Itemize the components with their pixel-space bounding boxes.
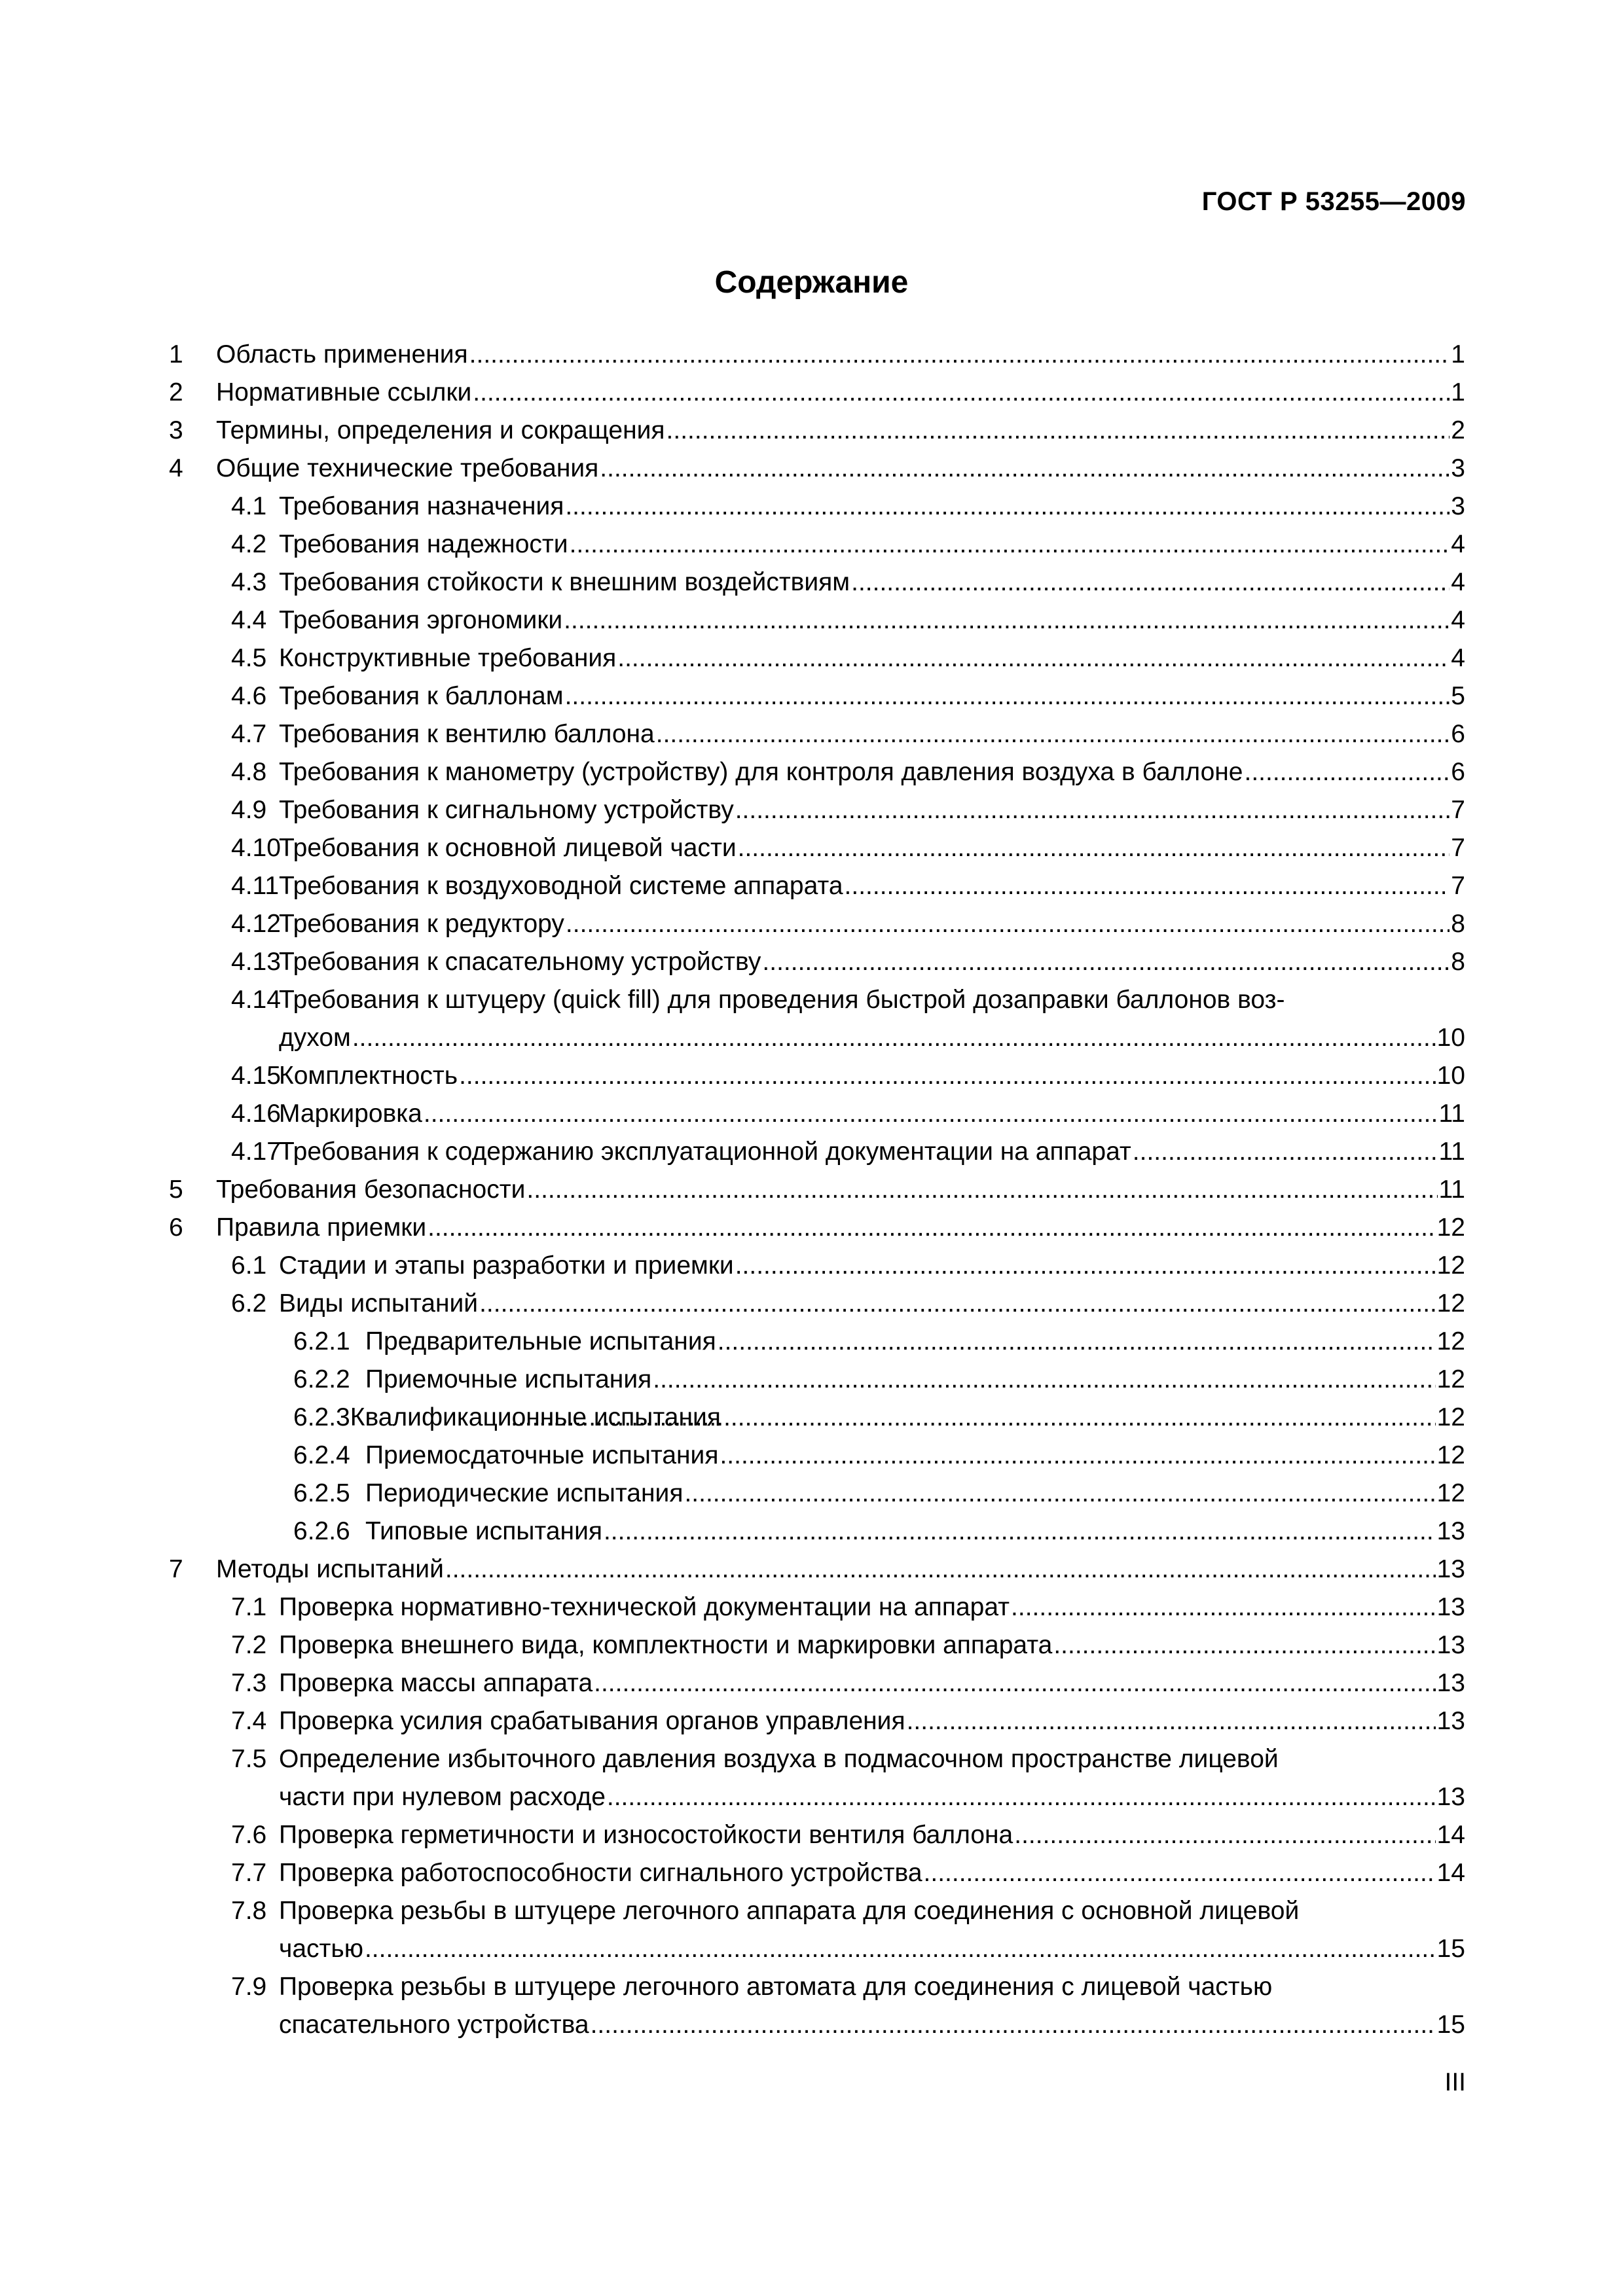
toc-entry-title: Приемочные испытания	[365, 1365, 652, 1393]
toc-entry-page: 7	[1451, 872, 1465, 900]
dot-leader	[565, 488, 1450, 526]
toc-entry-page: 13	[1436, 1555, 1465, 1583]
toc-entry-number: 4.5	[231, 644, 267, 672]
toc-entry-page: 6	[1451, 758, 1465, 786]
dot-leader	[424, 1095, 1438, 1133]
toc-entry-page: 7	[1451, 834, 1465, 862]
toc-entry-page: 13	[1436, 1707, 1465, 1735]
toc-entry	[169, 677, 1465, 715]
toc-entry-title: Требования к баллонам	[279, 682, 564, 710]
toc-entry-number: 7	[169, 1555, 183, 1583]
toc-entry-page: 7	[1451, 796, 1465, 824]
toc-entry-number: 4.15	[231, 1062, 281, 1090]
toc-entry-title: Требования к редуктору	[279, 910, 564, 938]
toc-entry	[169, 829, 1465, 867]
toc-entry	[169, 1513, 1465, 1551]
toc-entry	[169, 1285, 1465, 1323]
toc-entry	[169, 1475, 1465, 1513]
toc-entry	[169, 1171, 1465, 1209]
dot-leader	[851, 564, 1450, 601]
toc-entry	[169, 791, 1465, 829]
dot-leader	[604, 1513, 1436, 1551]
dot-leader	[564, 601, 1450, 639]
dot-leader	[565, 677, 1450, 715]
toc-entry-number: 4.12	[231, 910, 281, 938]
toc-entry	[169, 1588, 1465, 1626]
toc-entry-title: Требования к манометру (устройству) для контроля давления воздуха в баллоне	[279, 758, 1243, 786]
toc-entry	[169, 412, 1465, 450]
toc-entry-page: 4	[1451, 644, 1465, 672]
toc-entry-number: 5	[169, 1175, 183, 1204]
toc-entry	[169, 1892, 1465, 1968]
toc-entry-title: частью	[279, 1935, 363, 1963]
dot-leader	[459, 1057, 1436, 1095]
toc-entry-number: 7.1	[231, 1593, 267, 1621]
toc-entry-title: Методы испытаний	[216, 1555, 444, 1583]
toc-entry-title-line: Требования к штуцеру (quick fill) для проведения быстрой дозаправки баллонов воз-	[279, 986, 1285, 1014]
toc-entry	[169, 1740, 1465, 1816]
toc-entry-number: 6.2.6	[293, 1517, 350, 1545]
toc-entry-number: 6.2	[231, 1289, 267, 1318]
dot-leader	[511, 1399, 1436, 1437]
toc-entry-title-line: Определение избыточного давления воздуха в подмасочном пространстве лицевой	[279, 1745, 1279, 1773]
dot-leader	[1053, 1626, 1435, 1664]
toc-entry-page: 14	[1436, 1821, 1465, 1849]
toc-entry-title: Проверка нормативно-технической документации на аппарат	[279, 1593, 1010, 1621]
dot-leader	[1245, 753, 1450, 791]
toc-entry-title: Требования к содержанию эксплуатационной документации на аппарат	[279, 1138, 1131, 1166]
toc-entry	[169, 336, 1465, 374]
toc-entry	[169, 1133, 1465, 1171]
toc-entry-title: спасательного устройства	[279, 2011, 589, 2039]
toc-entry	[169, 1095, 1465, 1133]
toc-entry-number: 4	[169, 454, 183, 482]
toc-entry	[169, 753, 1465, 791]
toc-entry-page: 10	[1436, 1024, 1465, 1052]
toc-entry-title: Требования назначения	[279, 492, 564, 520]
dot-leader	[600, 450, 1450, 488]
toc-entry-title: Требования к сигнальному устройству	[279, 796, 734, 824]
toc-entry	[169, 943, 1465, 981]
toc-entry-page: 13	[1436, 1669, 1465, 1697]
dot-leader	[735, 791, 1450, 829]
toc-entry-number: 4.8	[231, 758, 267, 786]
dot-leader	[656, 715, 1450, 753]
toc-entry	[169, 1437, 1465, 1475]
toc-entry-number: 4.4	[231, 606, 267, 634]
toc-entry	[169, 564, 1465, 601]
toc-entry-page: 14	[1436, 1859, 1465, 1887]
toc-entry-title: Проверка массы аппарата	[279, 1669, 593, 1697]
dot-leader	[1011, 1588, 1436, 1626]
toc-entry-number: 4.3	[231, 568, 267, 596]
toc-entry-title: Нормативные ссылки	[216, 378, 472, 406]
toc-entry	[169, 1551, 1465, 1588]
toc-entry-page: 12	[1436, 1365, 1465, 1393]
toc-entry-page: 4	[1451, 530, 1465, 558]
dot-leader	[684, 1475, 1435, 1513]
toc-entry-title: Правила приемки	[216, 1213, 427, 1242]
toc-entry-number: 7.4	[231, 1707, 267, 1735]
dot-leader	[738, 829, 1450, 867]
dot-leader	[735, 1247, 1436, 1285]
toc-entry-title: Область применения	[216, 340, 468, 368]
dot-leader	[720, 1437, 1435, 1475]
toc-entry-page: 12	[1436, 1403, 1465, 1431]
toc-entry-title: Требования к спасательному устройству	[279, 948, 761, 976]
toc-entry-page: 12	[1436, 1289, 1465, 1318]
toc-entry-number: 2	[169, 378, 183, 406]
toc-entry-number: 6	[169, 1213, 183, 1242]
toc-entry-number: 4.16	[231, 1100, 281, 1128]
dot-leader	[607, 1778, 1436, 1816]
toc-entry-title: Проверка усилия срабатывания органов управления	[279, 1707, 905, 1735]
toc-entry	[169, 374, 1465, 412]
dot-leader	[526, 1171, 1437, 1209]
toc-entry-number: 6.2.3Квалификационные испытания	[293, 1403, 721, 1431]
toc-entry-page: 11	[1438, 1100, 1465, 1128]
toc-entry-title: Общие технические требования	[216, 454, 599, 482]
toc-entry-page: 13	[1436, 1631, 1465, 1659]
toc-entry-title: Стадии и этапы разработки и приемки	[279, 1251, 734, 1280]
toc-entry-title: Типовые испытания	[365, 1517, 602, 1545]
dot-leader	[666, 412, 1450, 450]
toc-entry	[169, 1247, 1465, 1285]
toc-entry-page: 1	[1451, 340, 1465, 368]
toc-entry-number: 7.7	[231, 1859, 267, 1887]
toc-entry-number: 7.8	[231, 1897, 267, 1925]
dot-leader	[445, 1551, 1436, 1588]
dot-leader	[352, 1019, 1436, 1057]
toc-entry-page: 2	[1451, 416, 1465, 444]
dot-leader	[718, 1323, 1436, 1361]
toc-entry-title: Требования к вентилю баллона	[279, 720, 655, 748]
toc-entry-page: 13	[1436, 1593, 1465, 1621]
toc-entry-title: Комплектность	[279, 1062, 458, 1090]
toc-entry-title: Требования эргономики	[279, 606, 563, 634]
toc-entry-page: 15	[1436, 1935, 1465, 1963]
toc-entry-page: 1	[1451, 378, 1465, 406]
toc-entry	[169, 1816, 1465, 1854]
toc-entry-page: 5	[1451, 682, 1465, 710]
toc-entry	[169, 867, 1465, 905]
toc-entry-title: Периодические испытания	[365, 1479, 684, 1507]
toc-entry-title: Проверка внешнего вида, комплектности и маркировки аппарата	[279, 1631, 1053, 1659]
toc-entry	[169, 1702, 1465, 1740]
dot-leader	[428, 1209, 1435, 1247]
toc-entry-page: 6	[1451, 720, 1465, 748]
toc-entry-number: 6.2.5	[293, 1479, 350, 1507]
toc-entry-page: 8	[1451, 948, 1465, 976]
toc-entry-title: Требования к основной лицевой части	[279, 834, 737, 862]
toc-entry-number: 1	[169, 340, 183, 368]
toc-entry	[169, 1399, 1465, 1437]
toc-entry-title: части при нулевом расходе	[279, 1783, 606, 1811]
toc-entry-number: 3	[169, 416, 183, 444]
toc-entry-title: Конструктивные требования	[279, 644, 617, 672]
toc-entry-page: 13	[1436, 1783, 1465, 1811]
document-id: ГОСТ Р 53255—2009	[1201, 187, 1466, 216]
dot-leader	[570, 526, 1450, 564]
toc-entry	[169, 1209, 1465, 1247]
toc-entry-page: 12	[1436, 1251, 1465, 1280]
dot-leader	[479, 1285, 1436, 1323]
toc-entry-number: 4.9	[231, 796, 267, 824]
toc-entry-number: 7.6	[231, 1821, 267, 1849]
toc-entry-number: 6.2.4	[293, 1441, 350, 1469]
toc-entry	[169, 488, 1465, 526]
toc-entry-title: Требования безопасности	[216, 1175, 526, 1204]
toc-entry	[169, 1626, 1465, 1664]
page-title: Содержание	[714, 265, 909, 300]
toc-entry-page: 12	[1436, 1441, 1465, 1469]
toc-entry	[169, 639, 1465, 677]
toc-entry	[169, 1323, 1465, 1361]
toc-entry-title: Требования к воздуховодной системе аппарата	[279, 872, 843, 900]
toc-entry-page: 12	[1436, 1479, 1465, 1507]
toc-entry	[169, 1057, 1465, 1095]
toc-entry-page: 12	[1436, 1213, 1465, 1242]
dot-leader	[365, 1930, 1436, 1968]
toc-entry	[169, 601, 1465, 639]
dot-leader	[473, 374, 1450, 412]
toc-entry	[169, 1361, 1465, 1399]
toc-entry-title: Проверка герметичности и износостойкости вентиля баллона	[279, 1821, 1013, 1849]
toc-entry-title: Приемосдаточные испытания	[365, 1441, 719, 1469]
dot-leader	[907, 1702, 1436, 1740]
toc-entry-page: 4	[1451, 568, 1465, 596]
toc-entry-title: Предварительные испытания	[365, 1327, 716, 1355]
toc-entry-number: 4.11	[231, 872, 280, 900]
toc-entry-title: духом	[279, 1024, 351, 1052]
toc-entry-page: 3	[1451, 454, 1465, 482]
toc-entry	[169, 905, 1465, 943]
toc-entry-title-line: Проверка резьбы в штуцере легочного аппарата для соединения с основной лицевой	[279, 1897, 1300, 1925]
dot-leader	[1133, 1133, 1438, 1171]
toc-entry-page: 11	[1438, 1138, 1465, 1166]
toc-entry-title: Проверка работоспособности сигнального устройства	[279, 1859, 922, 1887]
toc-entry-number: 4.17	[231, 1138, 281, 1166]
toc-entry-number: 4.7	[231, 720, 267, 748]
toc-entry-number: 7.5	[231, 1745, 267, 1773]
toc-entry-page: 12	[1436, 1327, 1465, 1355]
toc-entry-number: 7.3	[231, 1669, 267, 1697]
toc-entry	[169, 715, 1465, 753]
toc-entry-title: Термины, определения и сокращения	[216, 416, 665, 444]
toc-entry-title: Маркировка	[279, 1100, 422, 1128]
toc-entry-page: 3	[1451, 492, 1465, 520]
toc-entry-page: 13	[1436, 1517, 1465, 1545]
toc-entry-number: 7.9	[231, 1973, 267, 2001]
toc-entry-number: 4.6	[231, 682, 267, 710]
dot-leader	[594, 1664, 1435, 1702]
page-number: III	[1444, 2068, 1466, 2096]
toc-entry	[169, 1968, 1465, 2044]
toc-entry-number: 6.2.1	[293, 1327, 350, 1355]
toc-entry-title: Требования надежности	[279, 530, 568, 558]
toc-entry	[169, 981, 1465, 1057]
dot-leader	[566, 905, 1450, 943]
dot-leader	[845, 867, 1450, 905]
dot-leader	[617, 639, 1450, 677]
dot-leader	[1014, 1816, 1435, 1854]
toc-entry-title-line: Проверка резьбы в штуцере легочного автомата для соединения с лицевой частью	[279, 1973, 1273, 2001]
toc-entry-number: 7.2	[231, 1631, 267, 1659]
toc-entry-number: 4.1	[231, 492, 267, 520]
dot-leader	[469, 336, 1450, 374]
dot-leader	[924, 1854, 1436, 1892]
dot-leader	[591, 2006, 1436, 2044]
toc-entry	[169, 450, 1465, 488]
toc-entry-number: 4.10	[231, 834, 281, 862]
toc-entry-page: 8	[1451, 910, 1465, 938]
toc-entry	[169, 526, 1465, 564]
toc-entry-number: 4.2	[231, 530, 267, 558]
toc-entry-title: Требования стойкости к внешним воздействиям	[279, 568, 850, 596]
toc-entry-page: 11	[1438, 1175, 1465, 1204]
toc-entry-number: 6.1	[231, 1251, 267, 1280]
toc-entry	[169, 1664, 1465, 1702]
toc-entry-number: 4.13	[231, 948, 281, 976]
dot-leader	[762, 943, 1450, 981]
toc-entry-title: Виды испытаний	[279, 1289, 479, 1318]
dot-leader	[653, 1361, 1435, 1399]
toc-entry-number: 6.2.2	[293, 1365, 350, 1393]
toc-entry-number: 4.14	[231, 986, 281, 1014]
toc-entry-page: 15	[1436, 2011, 1465, 2039]
toc-entry-page: 10	[1436, 1062, 1465, 1090]
toc-entry-page: 4	[1451, 606, 1465, 634]
toc-entry	[169, 1854, 1465, 1892]
